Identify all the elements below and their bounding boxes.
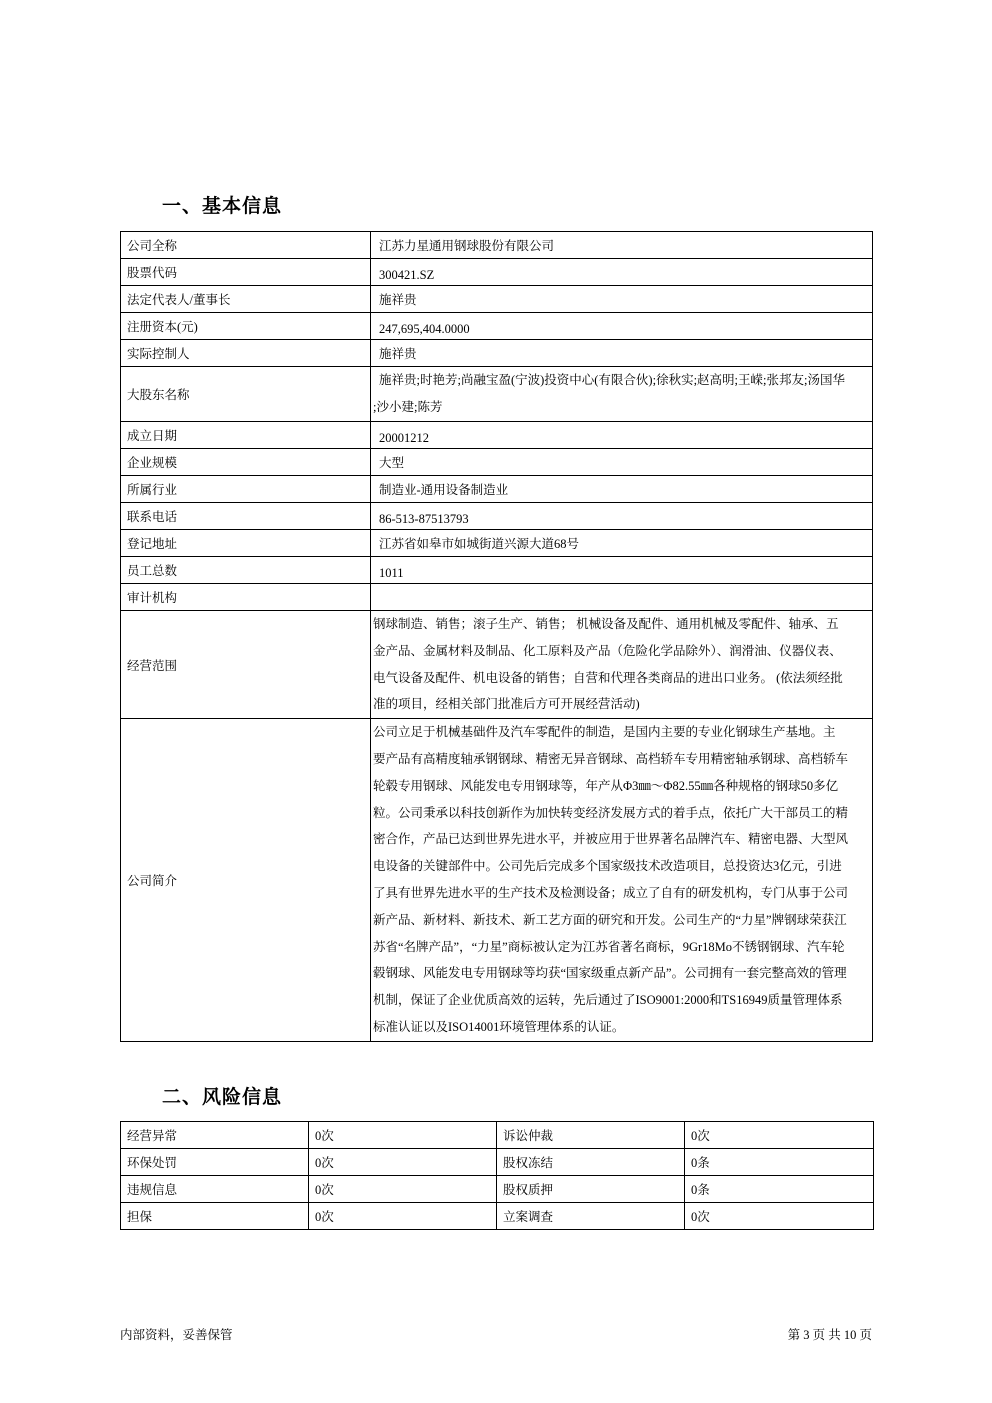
intro-line: 电设备的关键部件中。公司先后完成多个国家级技术改造项目，总投资达3亿元，引进 (373, 859, 842, 874)
risk-value: 0条 (685, 1149, 874, 1176)
section-title-basic: 一、基本信息 (162, 195, 283, 217)
table-row (121, 367, 873, 422)
value-legal-rep: 施祥贵 (371, 286, 873, 313)
risk-label: 立案调查 (497, 1203, 685, 1230)
value-intro (371, 719, 873, 1042)
intro-line: 标准认证以及ISO14001环境管理体系的认证。 (373, 1019, 625, 1034)
intro-line: 公司立足于机械基础件及汽车零配件的制造，是国内主要的专业化钢球生产基地。主 (373, 725, 836, 740)
table-row (121, 719, 873, 1042)
table-row (121, 1203, 874, 1230)
table-row (121, 557, 873, 584)
value-controller: 施祥贵 (371, 340, 873, 367)
value-reg-capital: 247,695,404.0000 (371, 313, 873, 340)
risk-label: 诉讼仲裁 (497, 1122, 685, 1149)
risk-value: 0次 (309, 1203, 497, 1230)
intro-line: 新产品、新材料、新技术、新工艺方面的研究和开发。公司生产的“力星”牌钢球荣获江 (373, 912, 847, 927)
label-controller: 实际控制人 (121, 340, 371, 367)
intro-line: 苏省“名牌产品”，“力星”商标被认定为江苏省著名商标，9Gr18Mo不锈钢钢球、汽车轮 (373, 939, 845, 954)
label-scale: 企业规模 (121, 449, 371, 476)
value-stock-code: 300421.SZ (371, 259, 873, 286)
table-row (121, 259, 873, 286)
risk-value: 0次 (685, 1203, 874, 1230)
table-row (121, 449, 873, 476)
value-company-name: 江苏力星通用钢球股份有限公司 (371, 232, 873, 259)
value-phone: 86-513-87513793 (371, 503, 873, 530)
intro-line: 轮毂专用钢球、风能发电专用钢球等，年产从Φ3㎜～Φ82.55㎜各种规格的钢球50多亿 (373, 778, 839, 793)
risk-label: 股权冻结 (497, 1149, 685, 1176)
label-phone: 联系电话 (121, 503, 371, 530)
table-row (121, 286, 873, 313)
footer-confidential-note: 内部资料，妥善保管 (120, 1328, 233, 1342)
scope-line: 钢球制造、销售；滚子生产、销售； 机械设备及配件、通用机械及零配件、轴承、五 (373, 617, 839, 631)
intro-line: 要产品有高精度轴承钢钢球、精密无异音钢球、高档轿车专用精密轴承钢球、高档轿车 (373, 751, 849, 766)
label-employees: 员工总数 (121, 557, 371, 584)
label-legal-rep: 法定代表人/董事长 (121, 286, 371, 313)
table-row (121, 584, 873, 611)
label-stock-code: 股票代码 (121, 259, 371, 286)
risk-label: 股权质押 (497, 1176, 685, 1203)
risk-value: 0次 (309, 1122, 497, 1149)
risk-value: 0次 (309, 1149, 497, 1176)
footer-page-number: 第 3 页 共 10 页 (787, 1328, 872, 1342)
intro-line: 毂钢球、风能发电专用钢球等均获“国家级重点新产品”。公司拥有一套完整高效的管理 (373, 966, 847, 981)
label-industry: 所属行业 (121, 476, 371, 503)
shareholders-line: 施祥贵;时艳芳;尚融宝盈(宁波)投资中心(有限合伙);徐秋实;赵高明;王嵘;张邦友;汤国华 (379, 373, 845, 387)
value-auditor (371, 584, 873, 611)
intro-line: 粒。公司秉承以科技创新作为加快转变经济发展方式的着手点，依托广大干部员工的精 (373, 805, 849, 820)
table-row (121, 503, 873, 530)
table-row (121, 1122, 874, 1149)
table-row (121, 1176, 874, 1203)
risk-value: 0次 (309, 1176, 497, 1203)
value-founded: 20001212 (371, 422, 873, 449)
label-scope: 经营范围 (121, 611, 371, 719)
risk-label: 违规信息 (121, 1176, 309, 1203)
table-row (121, 340, 873, 367)
table-row (121, 422, 873, 449)
risk-label: 经营异常 (121, 1122, 309, 1149)
label-reg-capital: 注册资本(元) (121, 313, 371, 340)
value-address: 江苏省如皋市如城街道兴源大道68号 (371, 530, 873, 557)
scope-line: 金产品、金属材料及制品、化工原料及产品（危险化学品除外）、润滑油、仪器仪表、 (373, 643, 842, 658)
table-row (121, 476, 873, 503)
label-address: 登记地址 (121, 530, 371, 557)
value-shareholders (371, 367, 873, 422)
risk-label: 环保处罚 (121, 1149, 309, 1176)
table-row (121, 611, 873, 719)
risk-label: 担保 (121, 1203, 309, 1230)
label-company-name: 公司全称 (121, 232, 371, 259)
intro-line: 了具有世界先进水平的生产技术及检测设备；成立了自有的研发机构，专门从事于公司 (373, 885, 849, 900)
value-scale: 大型 (371, 449, 873, 476)
basic-info-table (120, 231, 873, 1042)
risk-value: 0次 (685, 1122, 874, 1149)
label-founded: 成立日期 (121, 422, 371, 449)
intro-line: 机制，保证了企业优质高效的运转，先后通过了ISO9001:2000和TS16949质量管理体系 (373, 993, 843, 1008)
value-employees: 1011 (371, 557, 873, 584)
label-intro: 公司简介 (121, 719, 371, 1042)
scope-line: 电气设备及配件、机电设备的销售；自营和代理各类商品的进出口业务。 (依法须经批 (373, 670, 843, 685)
table-row (121, 313, 873, 340)
table-row (121, 530, 873, 557)
table-row (121, 232, 873, 259)
value-industry: 制造业-通用设备制造业 (371, 476, 873, 503)
section-title-risk: 二、风险信息 (162, 1086, 283, 1108)
label-auditor: 审计机构 (121, 584, 371, 611)
scope-line: 准的项目，经相关部门批准后方可开展经营活动) (373, 697, 640, 712)
intro-line: 密合作，产品已达到世界先进水平，并被应用于世界著名品牌汽车、精密电器、大型风 (373, 832, 849, 847)
risk-value: 0条 (685, 1176, 874, 1203)
risk-info-table (120, 1121, 874, 1230)
label-shareholders: 大股东名称 (121, 367, 371, 422)
value-scope (371, 611, 873, 719)
shareholders-line: ;沙小建;陈芳 (373, 400, 443, 414)
table-row (121, 1149, 874, 1176)
